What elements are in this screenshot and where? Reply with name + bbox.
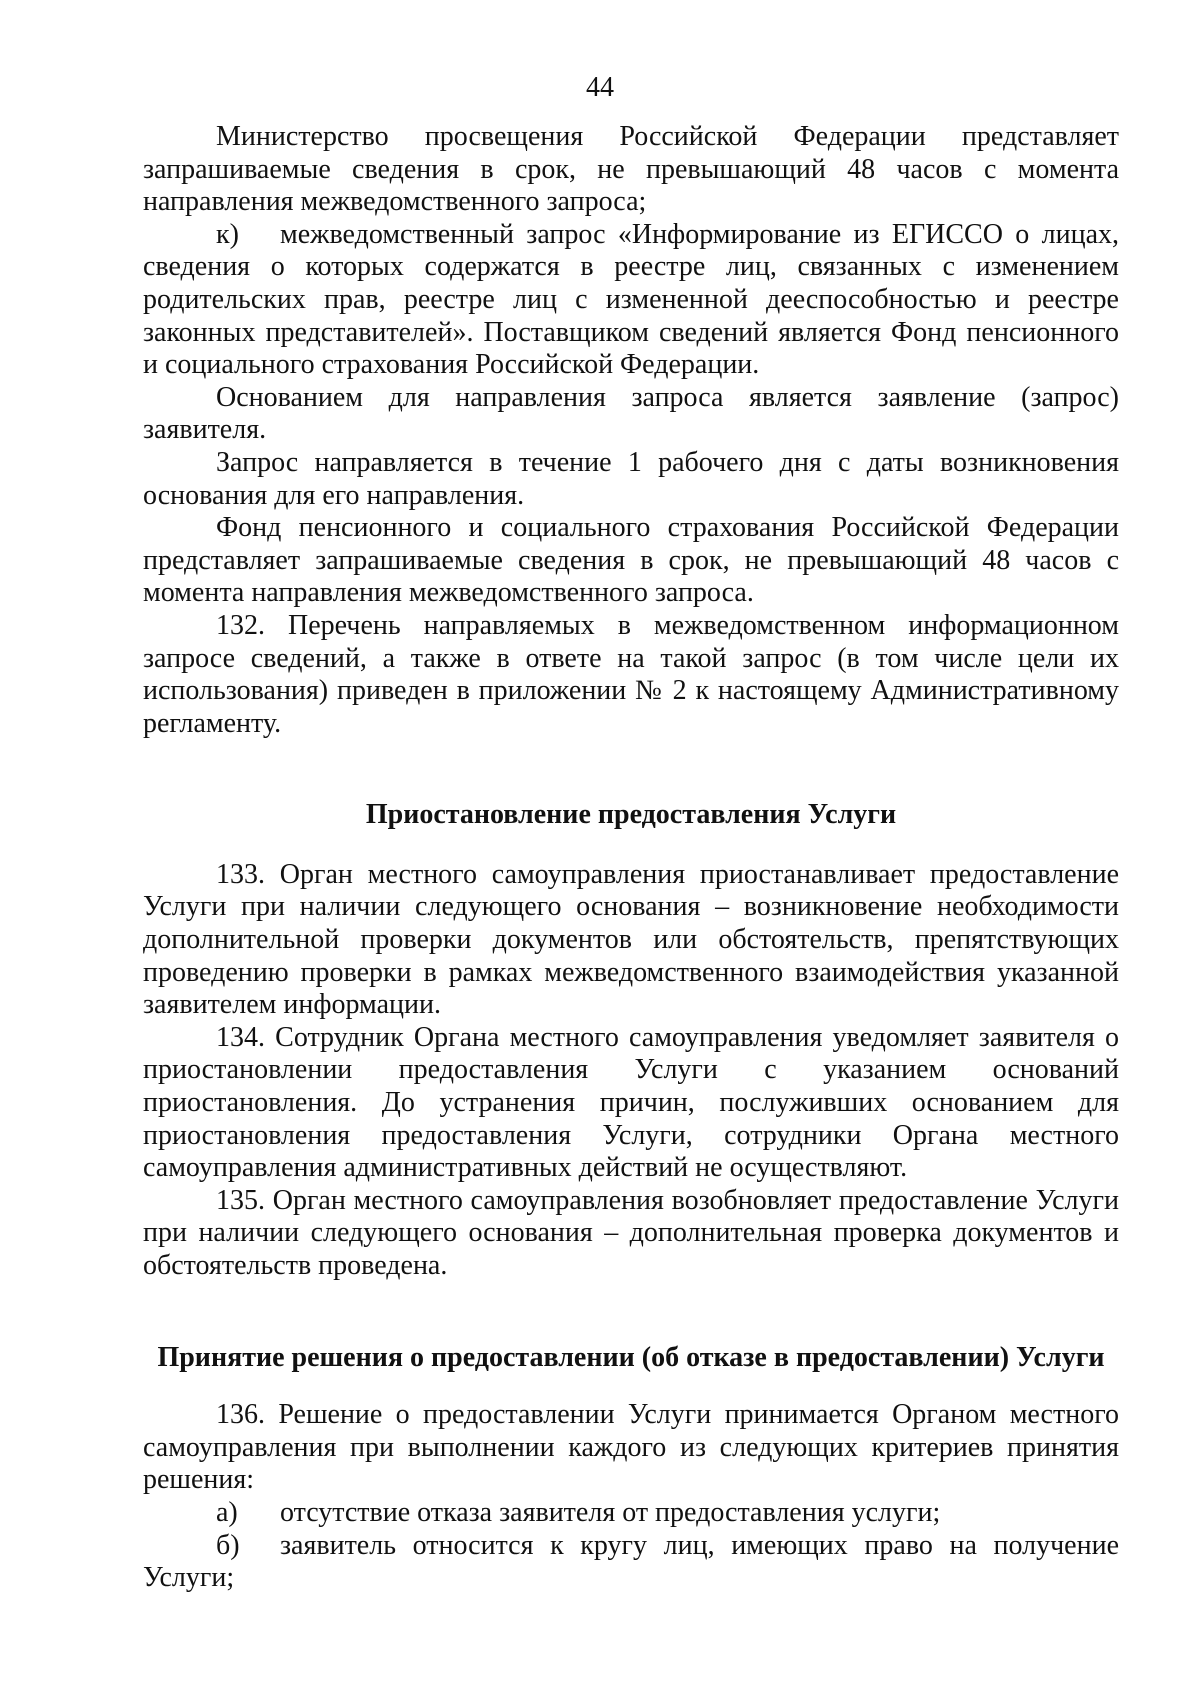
- paragraph-136: 136. Решение о предоставлении Услуги принимается Органом местного самоуправления при выполнении каждого из следующих критериев принятия решения:: [143, 1399, 1119, 1496]
- paragraph: Запрос направляется в течение 1 рабочего дня с даты возникновения основания для его направления.: [143, 446, 1119, 511]
- list-item-b: [143, 1530, 1119, 1595]
- list-item-a: [143, 1497, 1119, 1530]
- paragraph-133: 133. Орган местного самоуправления приостанавливает предоставление Услуги при наличии следующего основания – возникновение необходимости дополнительной проверки документов или обстоятельств, препятствующих проведению проверки в рамках межведомственного взаимодействия указанной заявителем информации.: [143, 858, 1119, 1021]
- list-item-text: заявитель относится к кругу лиц, имеющих право на получение Услуги;: [143, 1529, 1119, 1594]
- section-heading-suspension: Приостановление предоставления Услуги: [365, 799, 897, 831]
- list-marker: к): [216, 218, 239, 250]
- paragraph: Основанием для направления запроса является заявление (запрос) заявителя.: [143, 381, 1119, 446]
- list-marker: а): [216, 1496, 238, 1528]
- section-heading-decision: Принятие решения о предоставлении (об отказе в предоставлении) Услуги: [157, 1341, 1105, 1373]
- list-item-k: [143, 219, 1119, 382]
- paragraph: Министерство просвещения Российской Федерации представляет запрашиваемые сведения в срок, не превышающий 48 часов с момента направления межведомственного запроса;: [143, 121, 1119, 218]
- paragraph-135: 135. Орган местного самоуправления возобновляет предоставление Услуги при наличии следующего основания – дополнительная проверка документов и обстоятельств проведена.: [143, 1184, 1119, 1281]
- list-marker: б): [216, 1529, 240, 1561]
- list-item-text: межведомственный запрос «Информирование из ЕГИССО о лицах, сведения о которых содержатся в реестре лиц, связанных с изменением родительских прав, реестре лиц с измененной дееспособностью и реестре законных представителей». Поставщиком сведений является Фонд пенсионного и социального страхования Российской Федерации.: [143, 218, 1119, 381]
- paragraph-134: 134. Сотрудник Органа местного самоуправления уведомляет заявителя о приостановлении предоставления Услуги с указанием оснований приостановления. До устранения причин, послуживших основанием для приостановления предоставления Услуги, сотрудники Органа местного самоуправления административных действий не осуществляют.: [143, 1021, 1119, 1184]
- paragraph: Фонд пенсионного и социального страхования Российской Федерации представляет запрашиваемые сведения в срок, не превышающий 48 часов с момента направления межведомственного запроса.: [143, 512, 1119, 609]
- document-body: [143, 121, 1119, 1595]
- paragraph-132: 132. Перечень направляемых в межведомственном информационном запросе сведений, а также в ответе на такой запрос (в том числе цели их использования) приведен в приложении № 2 к настоящему Административному регламенту.: [143, 609, 1119, 739]
- page-number: 44: [586, 72, 614, 103]
- list-item-text: отсутствие отказа заявителя от предоставления услуги;: [280, 1496, 941, 1528]
